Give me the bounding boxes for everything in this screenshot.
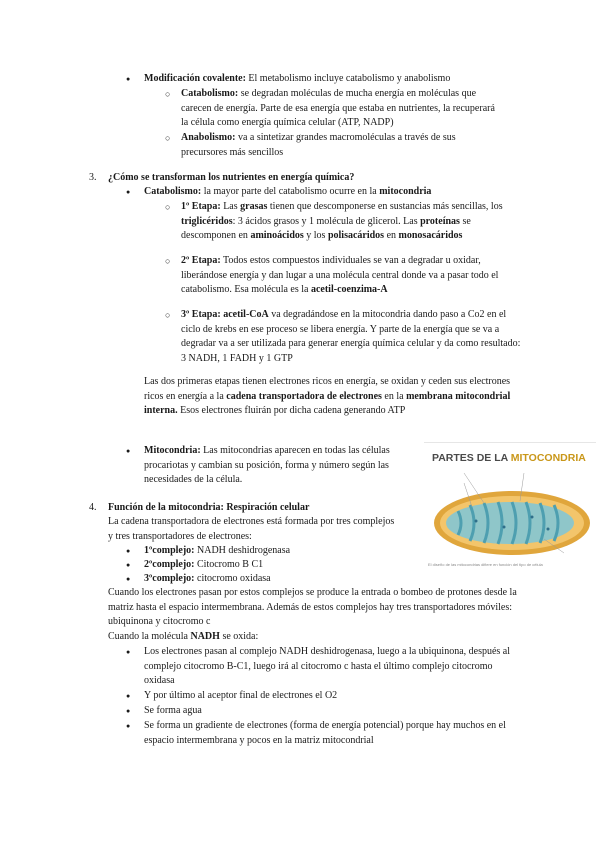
step-item [144, 645, 514, 689]
para-bold: cadena transportadora de electrones [226, 390, 382, 402]
figure-caption: El diseño de las mitocondrias difiere en función del tipo de célula [428, 562, 543, 567]
stage-1 [181, 200, 523, 244]
nadh-text: Cuando la molécula [108, 631, 191, 642]
stage-2-text: Todos estos compuestos individuales se van a degradar u oxidar, liberándose energía y dan lugar a una molécula central donde va a pasar todo el catabolismo. Esa molécula es la [181, 255, 499, 296]
s3-catab-bold: mitocondria [379, 186, 432, 197]
complex-label: 1ºcomplejo: [144, 545, 195, 556]
stage-1-label: 1º Etapa: [181, 201, 221, 212]
mitocondria-item [144, 444, 408, 488]
catabolismo-subitem [181, 87, 503, 131]
s3-catab-label: Catabolismo: [144, 186, 202, 197]
stage-1-text: : 3 ácidos grasos y 1 molécula de glicerol. Las [232, 215, 421, 227]
section-3-title: ¿Cómo se transforman los nutrientes en energía química? [108, 172, 355, 183]
anabolismo-subitem [181, 131, 503, 160]
complex-label: 2ºcomplejo: [144, 559, 195, 570]
section-4-heading [89, 501, 528, 516]
stage-1-text: Las [220, 201, 241, 212]
stage-1-bold: monosacáridos [398, 230, 463, 242]
anab-text: va a sintetizar grandes macromoléculas a través de sus precursores más sencillos [181, 132, 456, 158]
para-bold: membrana mitocondrial interna. [144, 390, 511, 417]
stage-3-label: 3º Etapa: acetil-CoA [181, 309, 269, 320]
para-text: Las dos primeras etapas tienen electrones ricos en energía, se oxidan y ceden sus electrones ricos en energía a la [144, 376, 511, 402]
stage-1-text: en [384, 230, 399, 242]
figure-title-accent: MITOCONDRIA [510, 452, 586, 464]
modificacion-covalente-item [144, 72, 524, 87]
complex-item [144, 558, 474, 573]
section-4-title: Función de la mitocondria: Respiración celular [108, 502, 310, 513]
intro-text: La cadena transportadora de electrones está formada por tres complejos y tres transportadores de electrones: [108, 516, 395, 542]
stage-1-bold: proteínas [420, 215, 460, 227]
step-text: ● Los electrones pasan al complejo NADH deshidrogenasa, luego a la ubiquinona, después al complejo citocromo B-C1, luego irá al citocromo c hasta el último complejo citocromo oxidasa [144, 646, 511, 687]
step-item [144, 704, 514, 719]
stage-2-label: 2º Etapa: [181, 255, 221, 266]
stage-2 [181, 254, 523, 298]
mito-text: Las mitocondrias aparecen en todas las células procariotas y cambian su posición, forma y número según las necesidades de la célula. [144, 445, 390, 486]
section-3-heading [89, 171, 528, 186]
stage-1-bold: polisacáridos [327, 230, 385, 242]
section-3-number: 3. [89, 172, 97, 183]
stage-1-bold: aminoácidos [250, 230, 304, 242]
figure-title-part1: PARTES DE LA [432, 452, 511, 464]
step-text: ● Y por último al aceptor final de electrones el O2 [144, 690, 338, 701]
stage-1-text: y los [303, 230, 328, 242]
para-text: en la [381, 390, 407, 402]
mito-label: Mitocondria: [144, 445, 201, 456]
stage-2-bold: acetil-coenzima-A [310, 284, 388, 296]
catab-label: Catabolismo: [181, 88, 239, 99]
electron-paragraph [144, 375, 516, 419]
complex-text: citocromo oxidasa [194, 573, 271, 584]
complex-item [144, 572, 474, 587]
stage-1-bold: grasas [240, 201, 268, 212]
anab-label: Anabolismo: [181, 132, 236, 143]
stage-1-text: tienen que descomponerse en sustancias más sencillas, los [267, 201, 503, 212]
protons-text: Cuando los electrones pasan por estos complejos se produce la entrada o bombeo de protones desde la matriz hasta el espacio intermembrana. Además de estos complejos hay tres transportadores móviles: ubiquinona y citocromo c [108, 587, 517, 628]
catab-text: se degradan moléculas de mucha energía en moléculas que carecen de energía. Parte de esa energía que estaba en nutrientes, la recuperará la célula como energía química celular (ATP, NADP) [181, 88, 495, 129]
para-text: Esos electrones fluirán por dicha cadena generando ATP [177, 405, 406, 417]
step-item [144, 719, 514, 748]
section-4-intro [108, 515, 398, 544]
stage-3 [181, 308, 523, 366]
mod-text: El metabolismo incluye catabolismo y anabolismo [245, 73, 451, 84]
complex-label: 3ºcomplejo: [144, 573, 195, 584]
protons-paragraph [108, 586, 528, 630]
stage-3-text: va degradándose en la mitocondria dando paso a Co2 en el ciclo de krebs en ese proceso se libera energía. Y parte de la energía que se va a degradar va a ser utilizada para generar energía química celular y da como resultado: 3 NADH, 1 FADH y 1 GTP [181, 309, 521, 364]
step-item [144, 689, 514, 704]
mod-label: Modificación covalente: [144, 73, 246, 84]
catabolismo-item [144, 185, 524, 200]
nadh-bold: NADH [190, 631, 220, 642]
step-text: ● Se forma agua [144, 705, 202, 716]
complex-text: NADH deshidrogenasa [194, 545, 291, 556]
nadh-intro [108, 630, 528, 645]
complex-text: Citocromo B C1 [194, 559, 264, 570]
nadh-text: se oxida: [219, 631, 259, 642]
stage-1-bold: triglicéridos [181, 215, 233, 227]
complex-item [144, 544, 474, 559]
section-4-number: 4. [89, 502, 97, 513]
s3-catab-text: la mayor parte del catabolismo ocurre en la [201, 186, 380, 197]
stage-1-text: se descomponen en [181, 215, 471, 242]
step-text: ● Se forma un gradiente de electrones (forma de energía potencial) porque hay muchos en el espacio intermembrana y pocos en la matriz mitocondrial [144, 720, 506, 746]
